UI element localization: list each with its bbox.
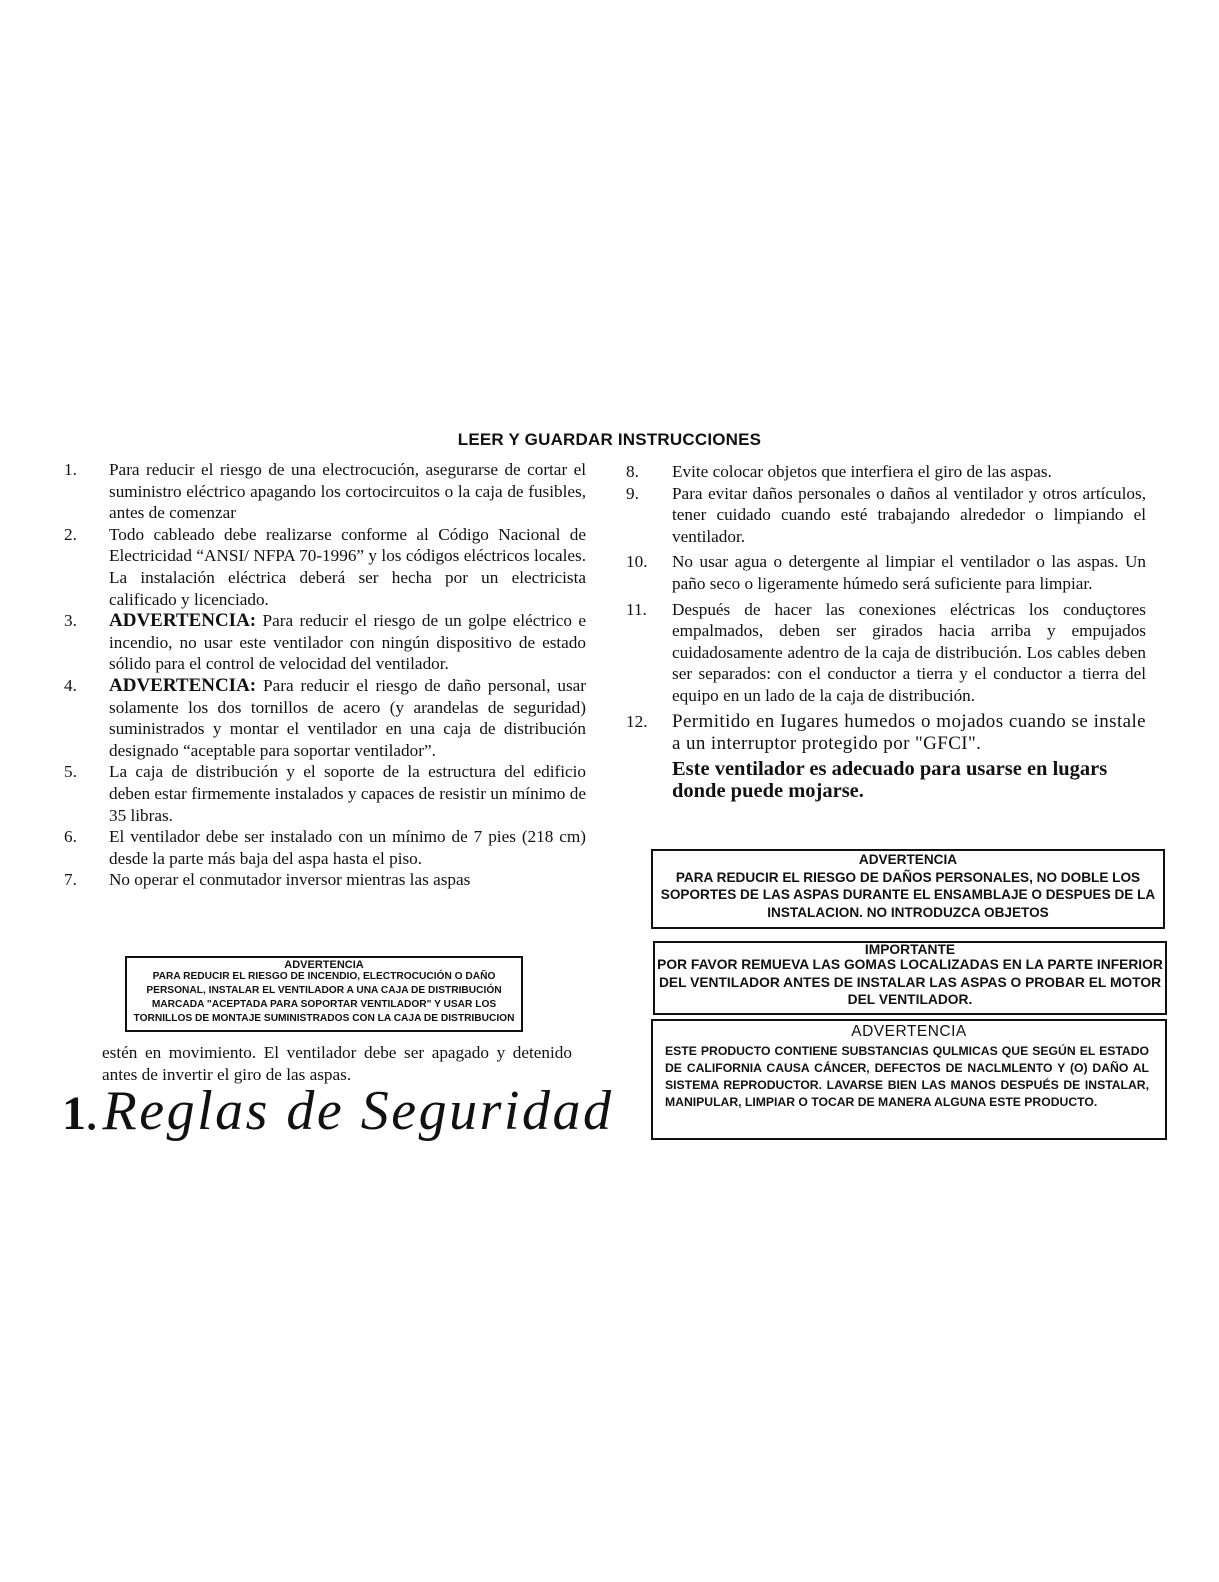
item-number: 4. (64, 675, 77, 695)
item-warning-label: ADVERTENCIA: (109, 610, 257, 632)
item-text: Permitido en Iugares humedos o mojados cuando se instale a un interruptor protegido por "GFCI". (672, 710, 1146, 755)
important-heading: IMPORTANTE (864, 942, 956, 957)
item-text: No operar el conmutador inversor mientras las aspas (109, 870, 471, 890)
item-7-continuation: estén en movimiento. El ventilador debe ser apagado y detenido antes de invertir el giro de las aspas. (102, 1043, 572, 1084)
section-heading (62, 1079, 613, 1143)
item-number: 12. (626, 711, 648, 731)
instruction-item-5 (64, 761, 586, 826)
item-text: Evite colocar objetos que interfiera el giro de las aspas. (672, 462, 1052, 481)
document-title: LEER Y GUARDAR INSTRUCCIONES (457, 430, 762, 449)
item-number: 8. (626, 462, 639, 481)
item-number: 5. (64, 762, 77, 782)
warning-body: PARA REDUCIR EL RIESGO DE INCENDIO, ELECTROCUCIÓN O DAÑO PERSONAL, INSTALAR EL VENTILADOR A UNA CAJA DE DISTRIBUCIÓN MARCADA "ACEPTADA PARA SOPORTAR VENTILADOR" Y USAR LOS TORNILLOS DE MONTAJE SUMINISTRADOS CON LA CAJA DE DISTRIBUCION (133, 971, 515, 1024)
warning-heading: ADVERTENCIA (284, 959, 364, 971)
item-number: 1. (64, 460, 77, 479)
instruction-item-6 (64, 826, 586, 869)
instruction-item-7 (64, 869, 586, 891)
important-box (653, 941, 1167, 1015)
instruction-item-12 (626, 711, 1146, 756)
instruction-item-3 (64, 610, 586, 675)
instruction-item-10 (626, 551, 1146, 594)
item-text: Todo cableado debe realizarse conforme al Código Nacional de Electricidad “ANSI/ NFPA 70-1996” y los códigos eléctricos locales. La instalación eléctrica deberá ser hecha por un electricista calificado y licenciado. (109, 524, 586, 609)
item-number: 6. (64, 827, 77, 847)
prop65-warning-box (651, 1019, 1167, 1140)
right-warning-box (651, 849, 1165, 929)
item-warning-label: ADVERTENCIA: (109, 674, 257, 696)
right-column (626, 461, 1146, 802)
item-text: Para reducir el riesgo de una electrocución, asegurarse de cortar el suministro eléctrico apagando los cortocircuitos o la caja de fusibles, antes de comenzar (109, 460, 586, 523)
instruction-item-2 (64, 524, 586, 610)
item-text: Después de hacer las conexiones eléctricas los conduçtores empalmados, deben ser girados hacia arriba y empujados cuidadosamente adentro de la caja de distribución. Los cables deben ser separados: con el conductor a tierra y el conductor a tierra del equipo en un lado de la caja de distribución. (672, 599, 1146, 705)
instruction-item-8 (626, 461, 1146, 483)
warning-body: ESTE PRODUCTO CONTIENE SUBSTANCIAS QULMICAS QUE SEGÚN EL ESTADO DE CALIFORNIA CAUSA CÁNCER, DEFECTOS DE NACLMLENTO Y (O) DAÑO AL SISTEMA REPRODUCTOR. LAVARSE BIEN LAS MANOS DESPUÉS DE INSTALAR, MANIPULAR, LIMPIAR O TOCAR DE MANERA ALGUNA ESTE PRODUCTO. (665, 1044, 1149, 1109)
instruction-item-4 (64, 675, 586, 761)
left-instruction-list (64, 459, 586, 891)
item-number: 10. (626, 552, 648, 572)
left-warning-box (125, 956, 523, 1032)
instruction-item-1 (64, 459, 586, 524)
warning-heading: ADVERTENCIA (851, 1023, 967, 1040)
right-instruction-list (626, 461, 1146, 756)
item-text-wrapper (109, 610, 586, 675)
instruction-item-11 (626, 599, 1146, 707)
important-body: POR FAVOR REMUEVA LAS GOMAS LOCALIZADAS EN LA PARTE INFERIOR DEL VENTILADOR ANTES DE INSTALAR LAS ASPAS O PROBAR EL MOTOR DEL VENTILADOR. (657, 957, 1163, 1007)
section-number: 1 (62, 1087, 86, 1140)
item-number: 3. (64, 611, 77, 631)
item-text: Para reducir el riesgo de un golpe eléctrico e incendio, no usar este ventilador con ningún dispositivo de estado sólido para el control de velocidad del ventilador. (109, 611, 586, 674)
wet-location-note: Este ventilador es adecuado para usarse en lugars donde puede mojarse. (672, 757, 1108, 802)
item-text: Para reducir el riesgo de daño personal, usar solamente los dos tornillos de acero (y arandelas de seguridad) suministrados y montar el ventilador en una caja de distribución designado “aceptable para soportar ventilador”. (109, 675, 586, 760)
item-text: Para evitar daños personales o daños al ventilador y otros artículos, tener cuidado cuando esté trabajando alrededor o limpiando el ventilador. (672, 483, 1146, 546)
item-number: 7. (64, 870, 77, 890)
instruction-item-9 (626, 483, 1146, 548)
item-text: El ventilador debe ser instalado con un mínimo de 7 pies (218 cm) desde la parte más baja del aspa hasta el piso. (109, 827, 586, 868)
item-number: 9. (626, 483, 639, 503)
item-text-wrapper (109, 675, 586, 761)
item-text: La caja de distribución y el soporte de la estructura del edificio deben estar firmemente instalados y capaces de resistir un mínimo de 35 libras. (109, 762, 586, 825)
section-title: .Reglas de Seguridad (86, 1080, 614, 1142)
item-number: 11. (626, 599, 647, 619)
warning-body: PARA REDUCIR EL RIESGO DE DAÑOS PERSONALES, NO DOBLE LOS SOPORTES DE LAS ASPAS DURANTE EL ENSAMBLAJE O DESPUES DE LA INSTALACION. NO INTRODUZCA OBJETOS (660, 869, 1156, 920)
item-number: 2. (64, 524, 77, 544)
item-text: No usar agua o detergente al limpiar el ventilador o las aspas. Un paño seco o ligeramente húmedo será suficiente para limpiar. (672, 552, 1146, 593)
warning-heading: ADVERTENCIA (858, 852, 958, 867)
